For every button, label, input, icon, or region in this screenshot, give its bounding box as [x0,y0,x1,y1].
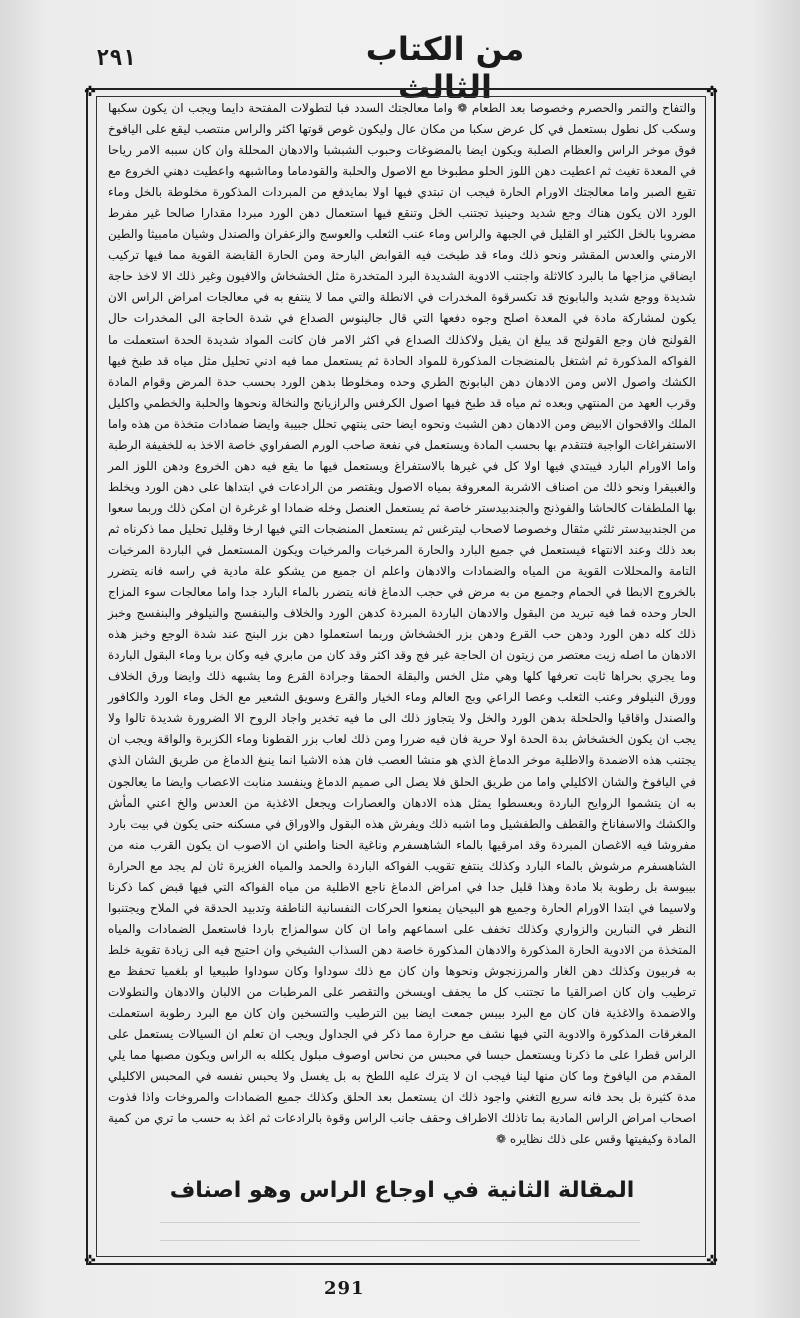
corner-ornament-icon: ✜ [84,84,96,100]
corner-ornament-icon: ✜ [706,1253,718,1269]
running-head: من الكتاب الثالث [365,30,525,106]
section-heading: المقالة الثانية في اوجاع الراس وهو اصناف [169,1178,635,1203]
top-folio-number: ۲۹۱ [96,46,136,71]
bleed-through-line [160,1240,640,1241]
bleed-through-line [160,1222,640,1223]
corner-ornament-icon: ✜ [706,84,718,100]
body-paragraph: والتفاح والتمر والحصرم وخصوصا بعد الطعام ❁ واما معالجتك السدد فبا لتطولات المفتحة دايما ويجب ان يكون سكبها وسكب كل نطول بستعمل في كل عرض سكبا من مكان عال وليكون غوص قوتها اكثر والراس منتصب ليقع على اليافوخ فوق موخر الراس والعظام الصلبة ويكون ايضا بالمضوغات وحبوب الشبشبا والادهان المحللة وان كان سببه الامر رياحا في المعدة تغيث ثم اعطيت دهن اللوز الحلو مطبوخا مع الاصول والحلبة والقودماما ومااشبهه واعطيت دهني الخروع مع تقيع الصبر واما معالجتك الاورام الحارة فيجب ان تبتدي فيها اولا بمايدفع من المبردات المذكورة مخلوطة بالخل وماء الورد الان يكون هناك وجع شديد وحينيذ تجتنب الخل وتنقع فيها استعمال دهن الورد مبردا مقدارا صالحا غير مفرط مضروبا بالخل الكثير او القليل في الجبهة والراس وماء عنب الثعلب والعوسج والزعفران والصندل وشيان مامبيثا والطين الارمني والعدس المقشر ونحو ذلك وماء قد طبخت فيه القوابض البارحة ومن الحارة القابضة القوية مما فيها تركيب ايضاقي مزاجها ما بالبرد كالاثلة واجتنب الادوية الشديدة البرد المتخدرة مثل الخشخاش والافيون وغير ذلك الا لاخذ حاجة شديدة ووجع شديد والبابونج قد تكسرقوة المخدرات في الانطلة والتي مما لا ينتفع به في معالجات امراض الراس الان يكون لمشاركة مادة في المعدة اصلح وجوه دفعها التي قال جالينوس الصداع في شدة الحاجة الى المخدرات حال القولنج فان وجع القولنج قد يبلغ ان يقيل ولاكذلك الصداع في اكثر الامر فان كانت المواد شديدة الحدة استعملت ما الفواكه المذكورة ثم اشتغل بالمنضجات المذكورة للمواد الحادة ثم يستعمل مما فيه ادني تحليل مثل مياه قد طبخ فيها الكشك واصول الاس ومن الادهان دهن البابونج الطري وحده ومخلوطا بدهن الورد بحسب حدة المرض وقوام المادة وقرب العهد من المنتهي وبعده ثم مياه قد طبخ فيها اصول الكرفس والرازيانج والنخالة ونحوها والحلبة والخطمي واكليل الملك والاقحوان الابيض ومن الادهان دهن الشبث ونحوه ايضا حتى ينتهي تحلل جبيبة وايضا ضمادات متخذة من هذه واما الاستفراغات الواجبة فتتقدم بها بحسب المادة ويستعمل في نفعة صاحب الورم الصفراوي خاصة الاخذ به للخفيفة الرطبة واما الاورام البارد فيبتدي فيها اولا كل في غيرها بالاستفراغ ويستعمل فيها ما يقع فيه دهن الخروع ودهن اللوز المر والغبيقرا ونحو ذلك من اصناف الاشربة المعروفة بمياه الاصول ويقتصر من الرادعات في ابتداها على دهن الورد ويخلط بها الملطفات كالحاشا والفوذنج والجندبيدستر خاصة ثم يستعمل العنصل وخله ضمادا او غرغرة ان امكن ذلك وربما سعوا من الجندبيدستر ثلثي مثقال وخصوصا لاصحاب ليترغس ثم يستعمل المنضجات التي فيها ارخا وقليل تحليل مما ذكرناه ثم بعد ذلك وعند الانتهاء فيستعمل في جميع البارد والحارة المرخيات والمرخيات ويكون المستعمل في الباردة المرخيات التامة والمحللات القوية من المياه والضمادات والادهان واعلم ان جميع من يشكو علة مادية في راسه فانه يتضرر بالخروج الابطا في الحمام وجميع من به مرض في حجب الدماغ فانه يتضرر بالماء البارد جدا واما معالجات سوء المزاج الحار وحده فما فيه تبريد من البقول والادهان الباردة المبردة كدهن الورد والخلاف والبنفسج والنيلوفر والبنفسج وخبز ذلك كله دهن الورد ودهن حب القرع ودهن بزر الخشخاش وربما استعملوا دهن بزر البنج عند شدة الوجع وخبز هذه الادهان ما اصله زيت معتصر من زيتون ان الحاجة غير فج وقد اكثر وقد كان من مابري فيه وكان بريا وماء البقول الباردة وما يجري بحراها ثابت تعرفها كلها وهي مثل الخس والبقلة الحمقا وجرادة القرع وما يشبهه ذلك وايضا ورق الخلاف وورق النيلوفر وعنب الثعلب وعصا الراعي وبج العالم وماء الخيار والقرع وسويق الشعير مع الخل وماء الورد والكافور والصندل واقاقيا والحلحلة بدهن الورد والخل ولا يتجاوز ذلك الى ما فيه تخدير واجاد الروح الا الضرورة شديدة تالوا ولا يجب ان يكون الخشخاش بدة الحدة اولا حرية فان فيه ضررا ومن ذلك لعاب بزر القطونا وماء الكزبرة والواقة ويجب ان يجتنب هذه الاضمدة والاطلية موخر الدماغ الذي هو منشا العصب فان هذه الاشيا انما ينبغ الدماغ من طريق الشان الذي في اليافوخ والشان الاكليلي واما من طريق الحلق فلا يصل الى صميم الدماغ وينفسد منابت الاعصاب وايضا ما يعالجون به ان يتشموا الروايح الباردة وبعسطوا يمثل هذه الادهان والعصارات ويجعل الاغذية من العدس والخ اعني المأش والكشك والاسفاناخ والقطف والطفشيل وما اشبه ذلك ويفرش هذه البقول والاوراق في مسكنه حتى يكون في بيت بارد مفروشا فيه الاغصان المبردة وقد امرقيها بالماء الشاهسفرم وناغية الحنا واطني ان الاصوب ان يكون القرب منه من الشاهسفرم مرشوش بالماء البارد وكذلك ينتفع تقويب الفواكه الباردة والحمد والمياه الغزيرة ثان لم يجد مع الحرارة بيبوسة بل رطوبة بلا مادة وهذا قليل جدا في امراض الدماغ ناجع الاطلية من مياه الفواكه التي فيها قبض كما ذكرنا ولاسيما في ابتدا الاورام الحارة وجميع هو البيحيان يمنعوا الحركات النفسانية الناطقة وتدبيد الحدقة في الملاح ويجتنبوا النظر في النبارين والزواري وكذلك تخفف على اسماعهم واما ان كان سوالمزاج باردا فاستعمل الضمادات والمياه المتخذة من الادوية الحارة المذكورة والادهان المذكورة خاصة دهن السذاب الشيخي وان احتيج فيه الى زيادة تقوية خلط به فربيون وكذلك دهن الغار والمرزنجوش ونحوها وان كان مع ذلك سوداوا وكان سوداوا طبيعيا او بلغميا تحفظ مع ترطيب وان كان اصرالقيا ما تجتنب كل ما يجفف اويسخن والتقصر على المرطبات من الالبان والادهان والنطولات والاضمدة والاغذية فان كان مع البرد بيبس جمعت ايضا بين الترطيب والتسخين وان كان مع البرد رطوبة استعملت المغرقات المذكورة والادوية التي فيها نشف مع حرارة مما ذكر في الجداول ويجب ان تعلم ان السيالات يستعمل على الراس قطرا على ما ذكرنا ويستعمل حبسا في محبس من نحاس اوصوف مبلول يكلله به الراس ويكون مصبها مما يلي المقدم من اليافوخ وما كان منها لينا فيجب ان لا يترك عليه اللطخ به بل يغسل ولا يحبس نفسه في المحبس الاكليلي مدة كثيرة بل بحد فانه سريع التغني واجود ذلك ان يستعمل بعد الحلق وكذلك جميع الضمادات والمروخات واذا فذوت اصحاب امراض الراس المادية بما تاذلك الاطراف وحقف جانب الراس وقوة بالرادعات ثم اغذ به حسب ما تري من كمية المادة وكيفيتها وقس على ذلك نظايره ❁ [108,101,696,1147]
bottom-page-number: 291 [324,1278,365,1299]
main-text-block [108,98,696,1150]
corner-ornament-icon: ✜ [84,1253,96,1269]
